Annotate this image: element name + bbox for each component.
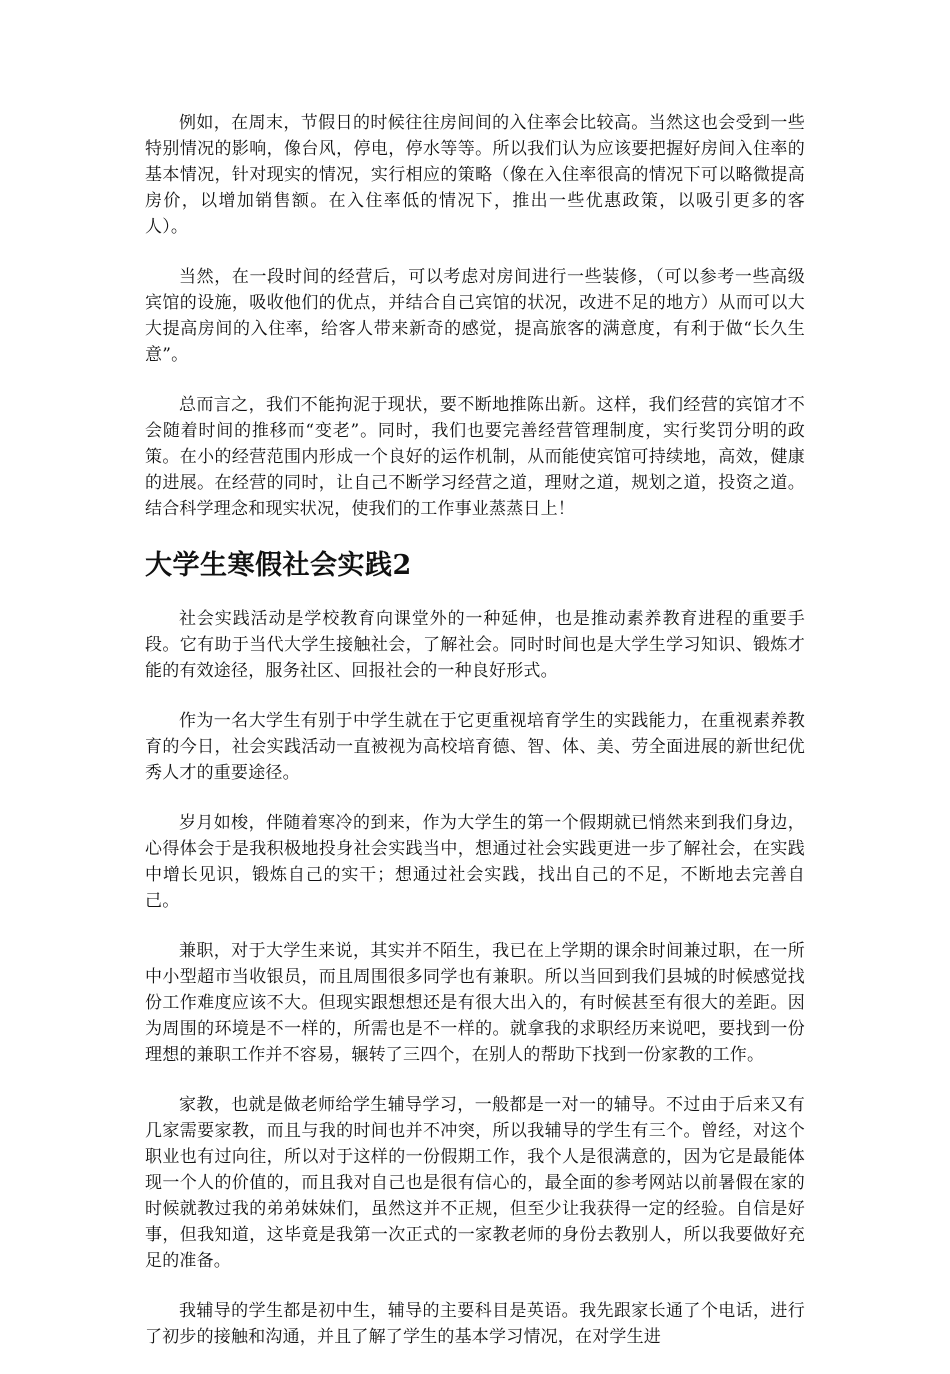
paragraph-conclusion: 总而言之，我们不能拘泥于现状，要不断地推陈出新。这样，我们经营的宾馆才不会随着时间的推移而“变老”。同时，我们也要完善经营管理制度，实行奖罚分明的政策。在小的经营范围内形成一个良好的运作机制，从而能使宾馆可持续地，高效，健康的进展。在经营的同时，让自己不断学习经营之道，理财之道，规划之道，投资之道。结合科学理念和现实状况，使我们的工作事业蒸蒸日上！ [145,395,805,519]
paragraph-renovation: 当然，在一段时间的经营后，可以考虑对房间进行一些装修，（可以参考一些高级宾馆的设施，吸收他们的优点，并结合自己宾馆的状况，改进不足的地方）从而可以大大提高房间的入住率，给客人带来新奇的感觉，提高旅客的满意度，有利于做“长久生意”。 [145,267,805,365]
paragraph-social-practice-intro: 社会实践活动是学校教育向课堂外的一种延伸，也是推动素养教育进程的重要手段。它有助于当代大学生接触社会，了解社会。同时时间也是大学生学习知识、锻炼才能的有效途径，服务社区、回报社会的一种良好形式。 [145,609,805,681]
paragraph-part-time-job: 兼职，对于大学生来说，其实并不陌生，我已在上学期的课余时间兼过职，在一所中小型超市当收银员，而且周围很多同学也有兼职。所以当回到我们县城的时候感觉找份工作难度应该不大。但现实跟想想还是有很大出入的，有时候甚至有很大的差距。因为周围的环境是不一样的，所需也是不一样的。就拿我的求职经历来说吧，要找到一份理想的兼职工作并不容易，辗转了三四个，在别人的帮助下找到一份家教的工作。 [145,941,805,1065]
paragraph-winter-vacation: 岁月如梭，伴随着寒冷的到来，作为大学生的第一个假期就已悄然来到我们身边，心得体会于是我积极地投身社会实践当中，想通过社会实践更进一步了解社会，在实践中增长见识，锻炼自己的实干；想通过社会实践，找出自己的不足，不断地去完善自己。 [145,813,805,911]
section-heading: 大学生寒假社会实践2 [145,550,412,581]
document-page [145,110,805,1374]
paragraph-student-ability: 作为一名大学生有别于中学生就在于它更重视培育学生的实践能力，在重视素养教育的今日，社会实践活动一直被视为高校培育德、智、体、美、劳全面进展的新世纪优秀人才的重要途径。 [145,711,805,783]
paragraph-occupancy: 例如，在周末，节假日的时候往往房间间的入住率会比较高。当然这也会受到一些特别情况的影响，像台风，停电，停水等等。所以我们认为应该要把握好房间入住率的基本情况，针对现实的情况，实行相应的策略（像在入住率很高的情况下可以略微提高房价，以增加销售额。在入住率低的情况下，推出一些优惠政策，以吸引更多的客人）。 [145,113,805,237]
paragraph-tutoring: 家教，也就是做老师给学生辅导学习，一般都是一对一的辅导。不过由于后来又有几家需要家教，而且与我的时间也并不冲突，所以我辅导的学生有三个。曾经，对这个职业也有过向往，所以对于这样的一份假期工作，我个人是很满意的，因为它是最能体现一个人的价值的，而且我对自己也是很有信心的，最全面的参考网站以前暑假在家的时候就教过我的弟弟妹妹们，虽然这并不正规，但至少让我获得一定的经验。自信是好事，但我知道，这毕竟是我第一次正式的一家教老师的身份去教别人，所以我要做好充足的准备。 [145,1095,805,1271]
paragraph-students-english: 我辅导的学生都是初中生，辅导的主要科目是英语。我先跟家长通了个电话，进行了初步的接触和沟通，并且了解了学生的基本学习情况，在对学生进 [145,1301,805,1347]
